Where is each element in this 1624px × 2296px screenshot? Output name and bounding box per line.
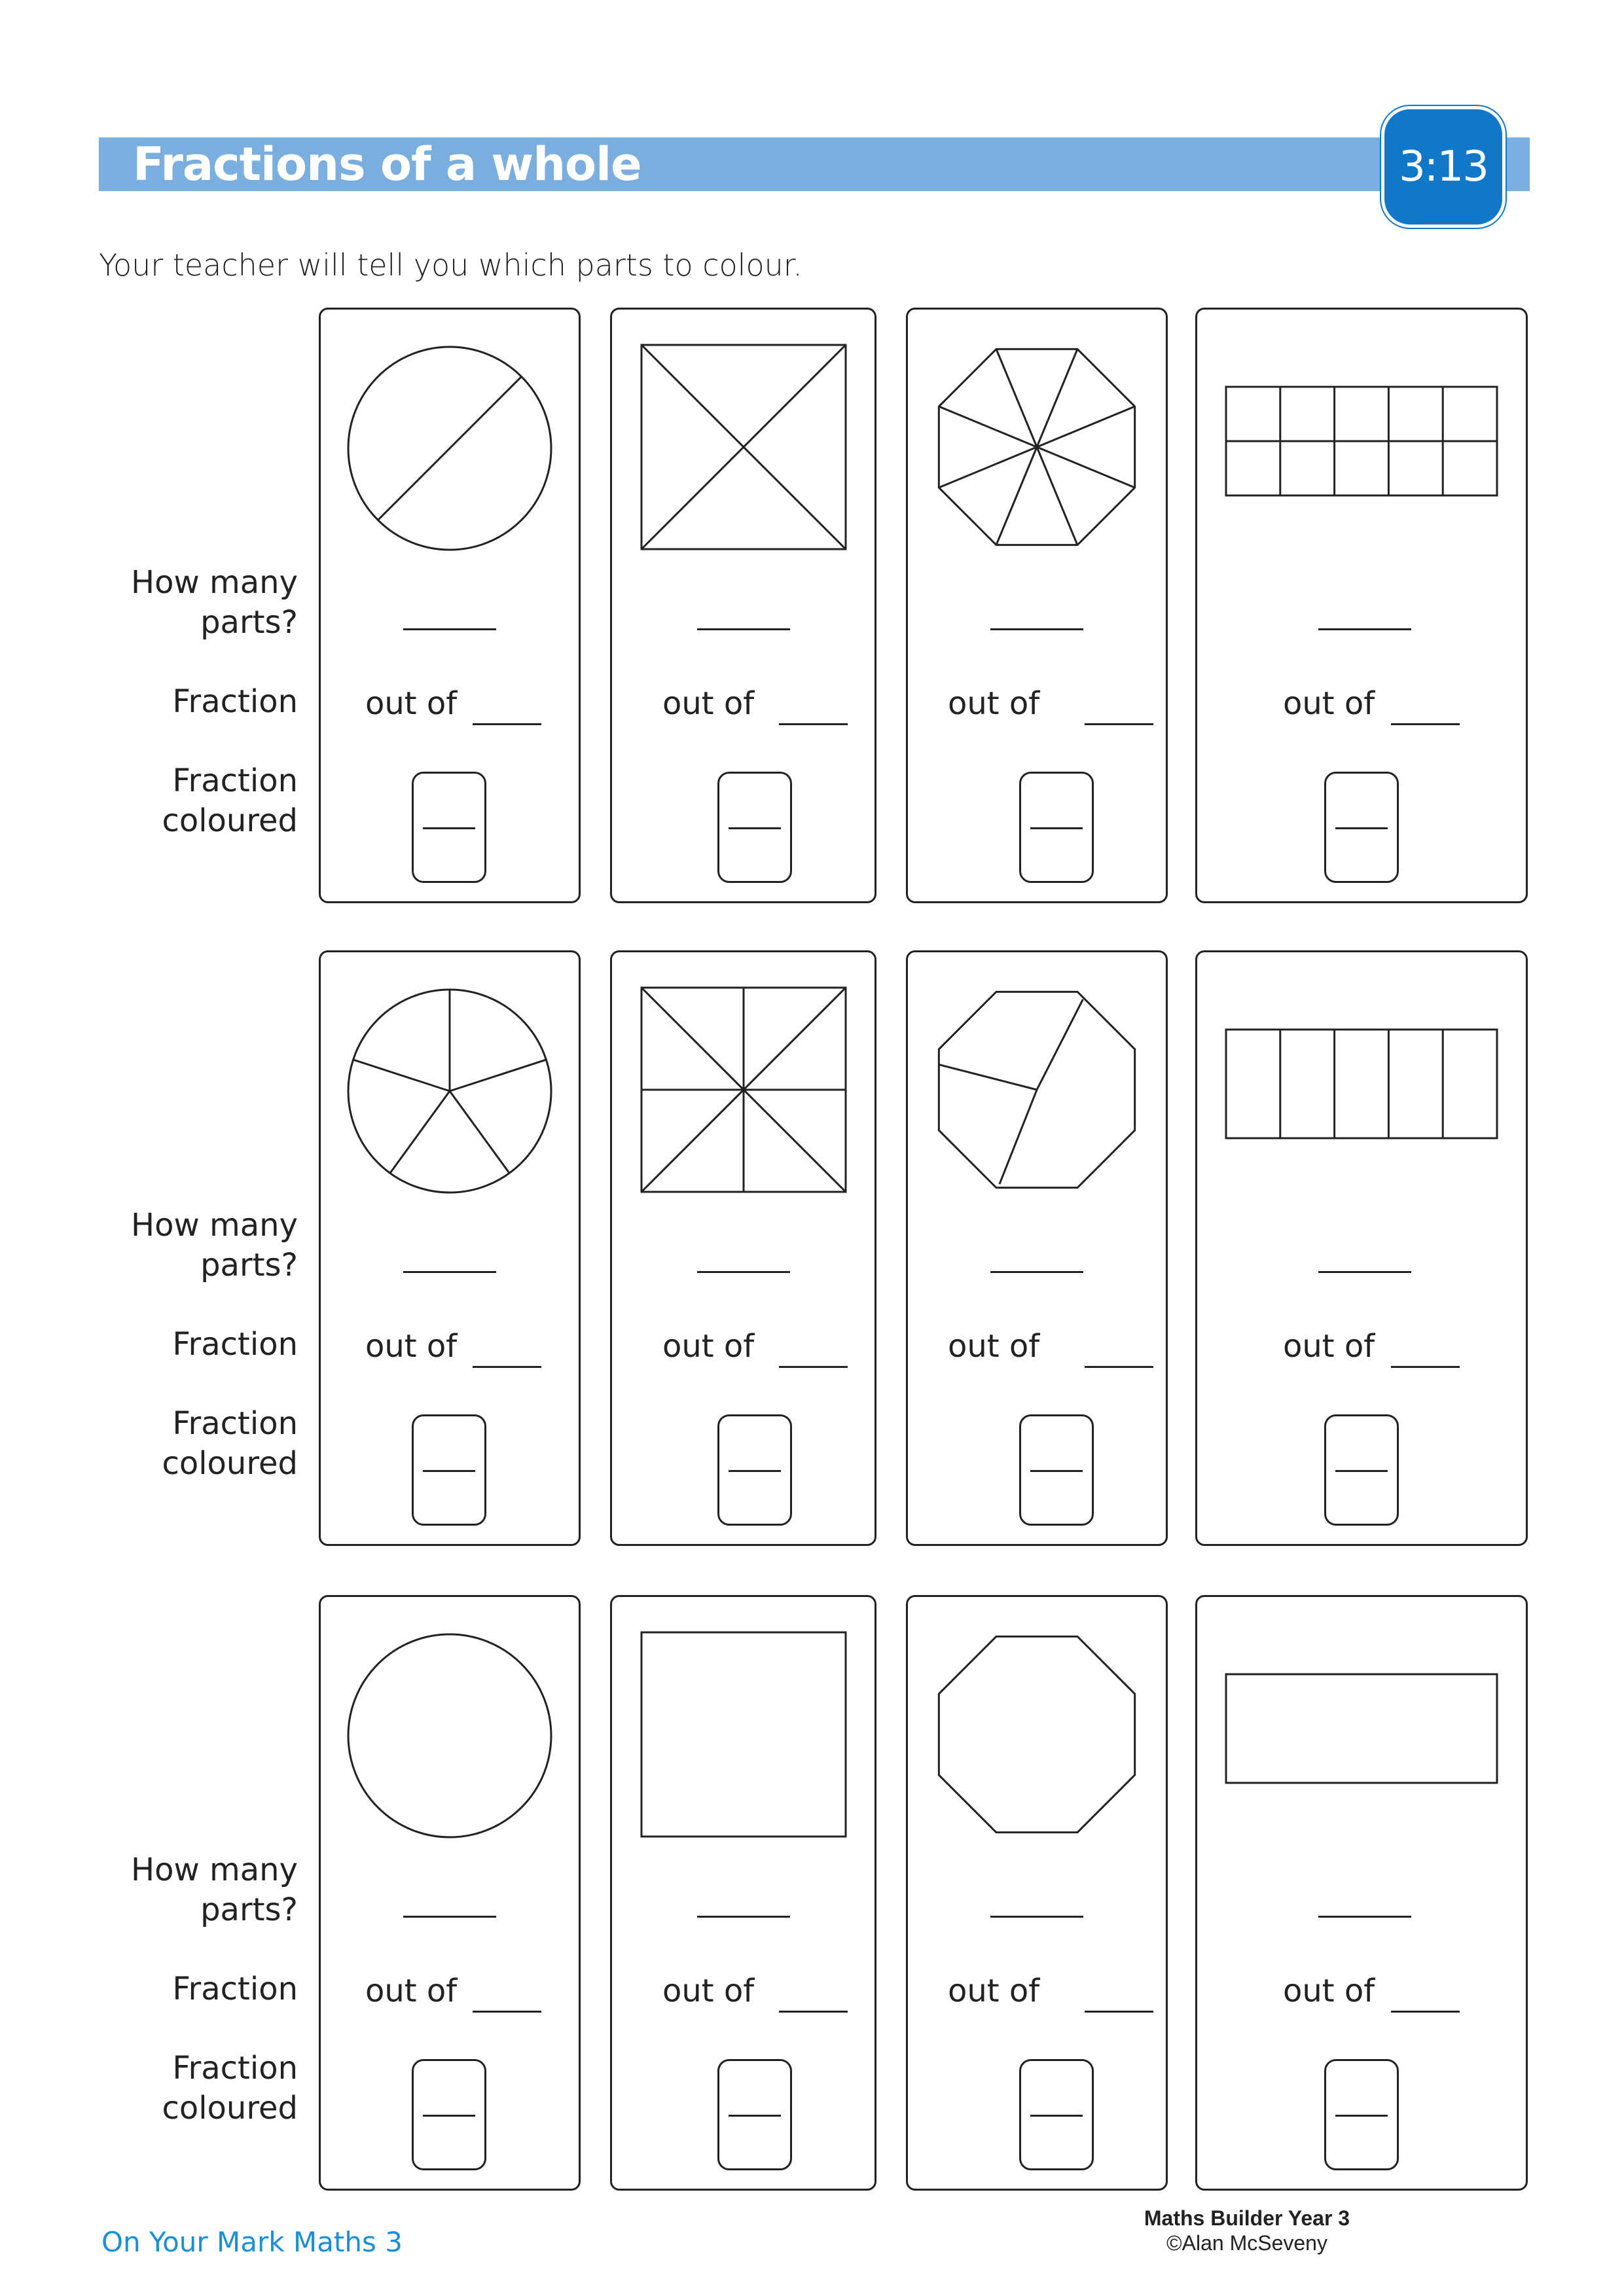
- octagon-3-parts-shape[interactable]: [929, 982, 1145, 1198]
- shape-card: [610, 308, 876, 903]
- shape-card: [610, 1595, 876, 2191]
- instruction-text: Your teacher will tell you which parts to colour.: [99, 247, 803, 283]
- square-4-parts-shape[interactable]: [639, 342, 848, 552]
- fraction-answer-box[interactable]: [1324, 2059, 1399, 2170]
- parts-answer-line[interactable]: [403, 1916, 496, 1918]
- footer-series-title: On Your Mark Maths 3: [101, 2226, 403, 2258]
- fraction-coloured-label: [101, 2049, 298, 2128]
- worksheet-number: 3:13: [1399, 143, 1488, 191]
- parts-answer-line[interactable]: [990, 1916, 1083, 1918]
- circle-1-part-shape[interactable]: [345, 1631, 554, 1840]
- fraction-bar: [729, 1470, 781, 1472]
- fraction-bar: [1335, 1470, 1388, 1472]
- fraction-coloured-line1: Fraction: [172, 1405, 298, 1442]
- parts-answer-line[interactable]: [1318, 1271, 1411, 1273]
- out-of-answer-line[interactable]: [1391, 1366, 1460, 1368]
- out-of-text: out of: [365, 685, 458, 722]
- fraction-answer-box[interactable]: [412, 1414, 486, 1526]
- out-of-answer-line[interactable]: [1391, 2011, 1460, 2013]
- parts-answer-line[interactable]: [1318, 628, 1411, 630]
- fraction-bar: [423, 1470, 475, 1472]
- fraction-coloured-line2: coloured: [162, 802, 298, 839]
- how-many-parts-line2: parts?: [200, 1892, 298, 1928]
- fraction-coloured-label: [101, 761, 298, 841]
- out-of-answer-line[interactable]: [779, 2011, 848, 2013]
- shape-card: [319, 1595, 581, 2191]
- shape-card: [319, 950, 581, 1546]
- out-of-text: out of: [1283, 1973, 1375, 2009]
- parts-answer-line[interactable]: [403, 1271, 496, 1273]
- how-many-parts-line1: How many: [131, 564, 298, 601]
- fraction-bar: [1335, 827, 1388, 829]
- parts-answer-line[interactable]: [697, 1271, 790, 1273]
- rectangle-10-parts-shape[interactable]: [1224, 385, 1499, 497]
- out-of-text: out of: [948, 1973, 1040, 2009]
- out-of-answer-line[interactable]: [1085, 2011, 1153, 2013]
- fraction-answer-box[interactable]: [412, 2059, 486, 2170]
- fraction-answer-box[interactable]: [412, 772, 486, 883]
- out-of-text: out of: [365, 1328, 458, 1365]
- worksheet-number-badge: [1381, 106, 1506, 228]
- out-of-text: out of: [1283, 685, 1375, 722]
- fraction-answer-box[interactable]: [1324, 1414, 1399, 1526]
- fraction-coloured-label: [101, 1404, 298, 1484]
- how-many-parts-label: [101, 563, 298, 643]
- out-of-answer-line[interactable]: [473, 2011, 541, 2013]
- out-of-text: out of: [948, 685, 1040, 722]
- fraction-bar: [1030, 2115, 1083, 2117]
- footer-credits: [1126, 2206, 1368, 2255]
- out-of-text: out of: [365, 1973, 458, 2009]
- fraction-bar: [729, 827, 781, 829]
- fraction-coloured-line2: coloured: [162, 1445, 298, 1482]
- shape-card: [906, 950, 1168, 1546]
- fraction-answer-box[interactable]: [1019, 1414, 1094, 1526]
- fraction-coloured-line2: coloured: [162, 2090, 298, 2126]
- out-of-answer-line[interactable]: [779, 723, 848, 725]
- rectangle-5-parts-shape[interactable]: [1224, 1028, 1499, 1140]
- parts-answer-line[interactable]: [990, 1271, 1083, 1273]
- shape-card: [906, 308, 1168, 903]
- how-many-parts-line2: parts?: [200, 1247, 298, 1283]
- fraction-answer-box[interactable]: [1019, 772, 1094, 883]
- title-bar: [99, 137, 1530, 191]
- how-many-parts-label: [101, 1206, 298, 1285]
- fraction-label: Fraction: [172, 1971, 298, 2007]
- out-of-text: out of: [662, 685, 755, 722]
- octagon-8-parts-shape[interactable]: [929, 339, 1145, 555]
- shape-card: [319, 308, 581, 903]
- how-many-parts-line1: How many: [131, 1207, 298, 1244]
- fraction-bar: [729, 2115, 781, 2117]
- fraction-bar: [1030, 827, 1083, 829]
- parts-answer-line[interactable]: [403, 628, 496, 630]
- fraction-coloured-line1: Fraction: [172, 2050, 298, 2087]
- page-title: Fractions of a whole: [133, 137, 641, 191]
- fraction-answer-box[interactable]: [1324, 772, 1399, 883]
- square-8-parts-shape[interactable]: [639, 985, 848, 1194]
- out-of-answer-line[interactable]: [473, 1366, 541, 1368]
- fraction-answer-box[interactable]: [717, 2059, 792, 2170]
- shape-card: [1195, 1595, 1528, 2191]
- out-of-answer-line[interactable]: [1085, 723, 1153, 725]
- fraction-bar: [423, 2115, 475, 2117]
- parts-answer-line[interactable]: [697, 628, 790, 630]
- footer-author: ©Alan McSeveny: [1166, 2231, 1327, 2255]
- out-of-text: out of: [948, 1328, 1040, 1365]
- how-many-parts-label: [101, 1850, 298, 1930]
- parts-answer-line[interactable]: [990, 628, 1083, 630]
- rectangle-1-part-shape[interactable]: [1224, 1672, 1499, 1785]
- out-of-answer-line[interactable]: [1391, 723, 1460, 725]
- shape-card: [906, 1595, 1168, 2191]
- fraction-bar: [1030, 1470, 1083, 1472]
- fraction-answer-box[interactable]: [1019, 2059, 1094, 2170]
- shape-card: [1195, 950, 1528, 1546]
- how-many-parts-line1: How many: [131, 1852, 298, 1888]
- fraction-answer-box[interactable]: [717, 1414, 792, 1526]
- out-of-text: out of: [662, 1973, 755, 2009]
- fraction-bar: [1335, 2115, 1388, 2117]
- out-of-text: out of: [662, 1328, 755, 1365]
- fraction-answer-box[interactable]: [717, 772, 792, 883]
- out-of-answer-line[interactable]: [779, 1366, 848, 1368]
- out-of-answer-line[interactable]: [473, 723, 541, 725]
- how-many-parts-line2: parts?: [200, 604, 298, 641]
- parts-answer-line[interactable]: [1318, 1916, 1411, 1918]
- out-of-answer-line[interactable]: [1085, 1366, 1153, 1368]
- square-1-part-shape[interactable]: [639, 1630, 848, 1839]
- footer-book-title: Maths Builder Year 3: [1144, 2206, 1350, 2230]
- out-of-text: out of: [1283, 1328, 1375, 1365]
- shape-card: [610, 950, 876, 1546]
- fraction-coloured-line1: Fraction: [172, 762, 298, 799]
- circle-2-parts-shape[interactable]: [345, 344, 554, 553]
- fraction-label: Fraction: [172, 1326, 298, 1363]
- parts-answer-line[interactable]: [697, 1916, 790, 1918]
- fraction-bar: [423, 827, 475, 829]
- circle-5-parts-shape[interactable]: [345, 986, 554, 1196]
- octagon-1-part-shape[interactable]: [929, 1626, 1145, 1842]
- fraction-label: Fraction: [172, 683, 298, 720]
- shape-card: [1195, 308, 1528, 903]
